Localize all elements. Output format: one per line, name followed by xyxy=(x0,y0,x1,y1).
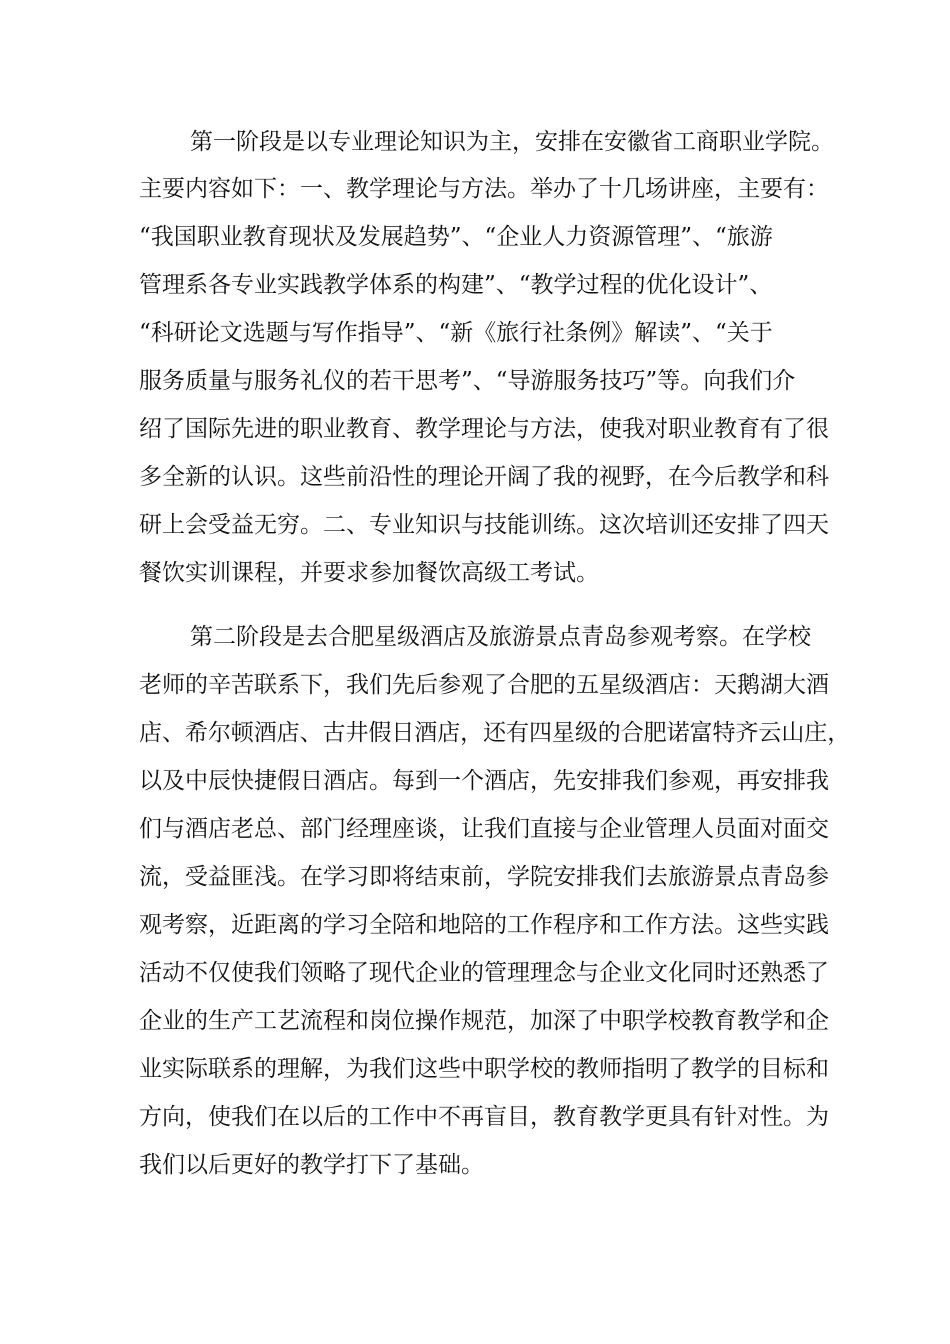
paragraph-line: 流，受益匪浅。在学习即将结束前，学院安排我们去旅游景点青岛参 xyxy=(139,864,829,890)
paragraph-line: 绍了国际先进的职业教育、教学理论与方法，使我对职业教育有了很 xyxy=(139,416,829,442)
paragraph-line: 服务质量与服务礼仪的若干思考”、“导游服务技巧”等。向我们介 xyxy=(139,368,796,394)
paragraph-line: 以及中辰快捷假日酒店。每到一个酒店，先安排我们参观，再安排我 xyxy=(139,768,829,794)
paragraph-line: 企业的生产工艺流程和岗位操作规范，加深了中职学校教育教学和企 xyxy=(139,1008,829,1034)
paragraph-line: 餐饮实训课程，并要求参加餐饮高级工考试。 xyxy=(139,560,599,586)
paragraph-line: 老师的辛苦联系下，我们先后参观了合肥的五星级酒店：天鹅湖大酒 xyxy=(139,672,829,698)
paragraph-line: 多全新的认识。这些前沿性的理论开阔了我的视野，在今后教学和科 xyxy=(139,464,829,490)
paragraph-line: 主要内容如下：一、教学理论与方法。举办了十几场讲座，主要有： xyxy=(139,176,829,202)
paragraph-line: 方向，使我们在以后的工作中不再盲目，教育教学更具有针对性。为 xyxy=(139,1104,829,1130)
paragraph-line: 业实际联系的理解，为我们这些中职学校的教师指明了教学的目标和 xyxy=(139,1056,829,1082)
paragraph-line: “我国职业教育现状及发展趋势”、“企业人力资源管理”、“旅游 xyxy=(139,224,773,250)
paragraph-line: 研上会受益无穷。二、专业知识与技能训练。这次培训还安排了四天 xyxy=(139,512,829,538)
paragraph-line: 们与酒店老总、部门经理座谈，让我们直接与企业管理人员面对面交 xyxy=(139,816,829,842)
paragraph-line: 店、希尔顿酒店、古井假日酒店，还有四星级的合肥诺富特齐云山庄， xyxy=(139,720,851,746)
paragraph-line: 活动不仅使我们领略了现代企业的管理理念与企业文化同时还熟悉了 xyxy=(139,960,829,986)
paragraph-line: 观考察，近距离的学习全陪和地陪的工作程序和工作方法。这些实践 xyxy=(139,912,829,938)
paragraph-line: 第一阶段是以专业理论知识为主，安排在安徽省工商职业学院。 xyxy=(190,129,834,155)
paragraph-line: “科研论文选题与写作指导”、“新《旅行社条例》解读”、“关于 xyxy=(139,320,773,346)
paragraph-line: 管理系各专业实践教学体系的构建”、“教学过程的优化设计”、 xyxy=(139,272,773,298)
paragraph-line: 我们以后更好的教学打下了基础。 xyxy=(139,1152,484,1178)
paragraph-line: 第二阶段是去合肥星级酒店及旅游景点青岛参观考察。在学校 xyxy=(190,624,811,650)
